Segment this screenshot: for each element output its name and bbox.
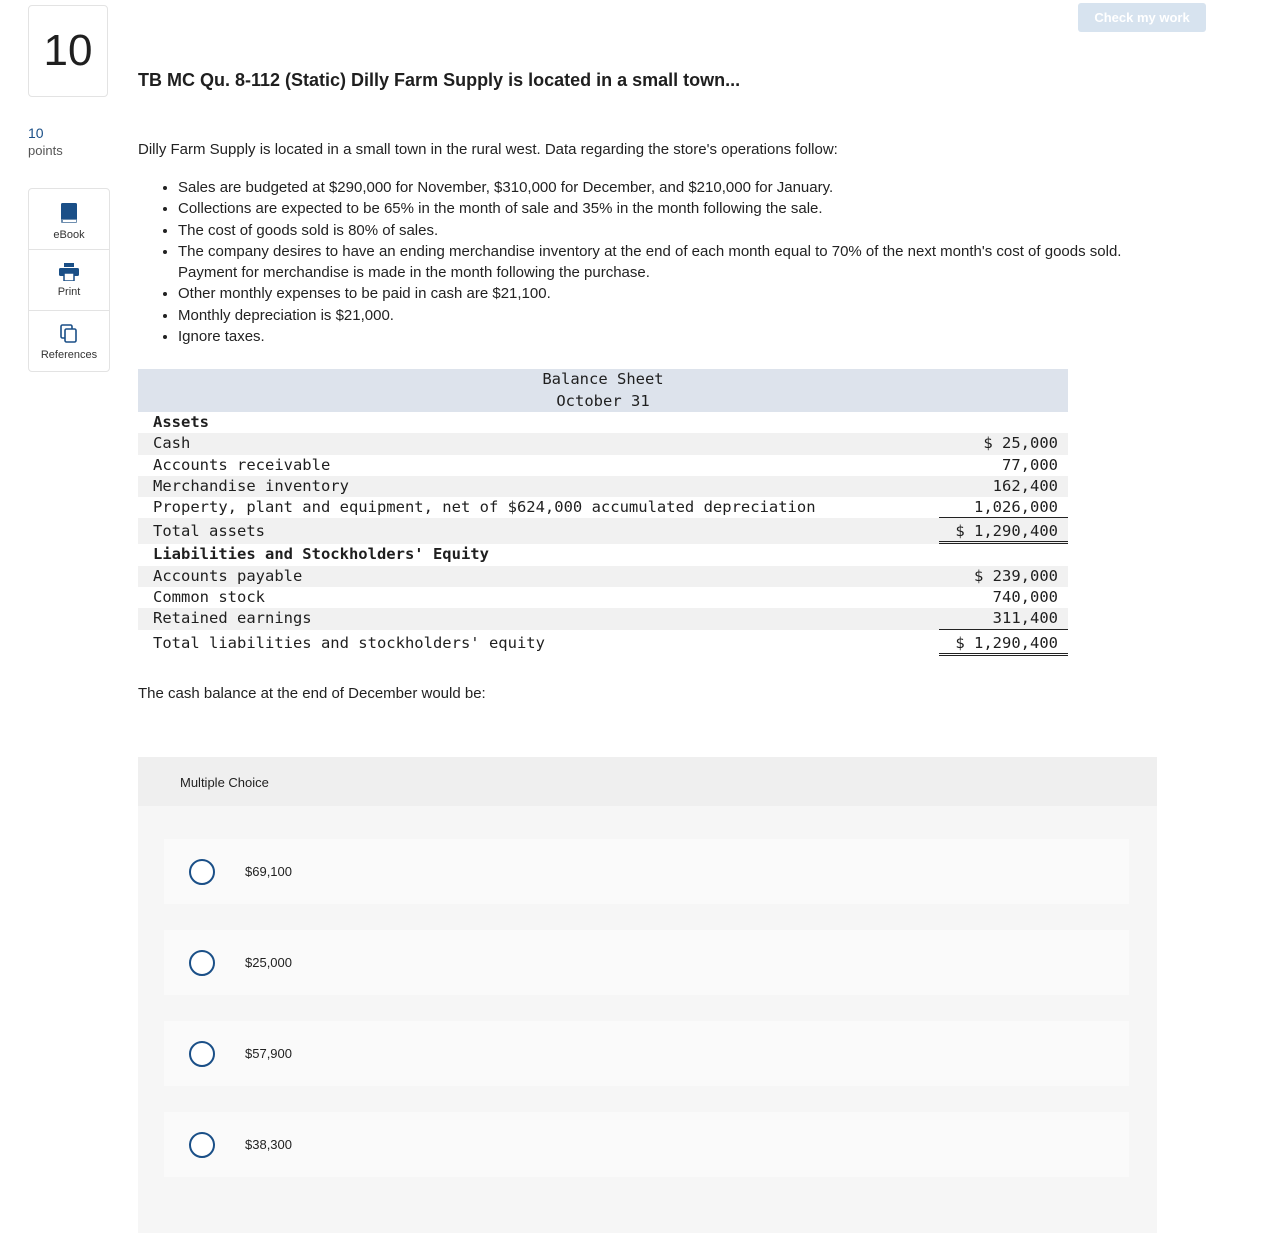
problem-data-list xyxy=(178,177,1153,347)
assets-heading: Assets xyxy=(153,413,209,431)
balance-sheet-title: Balance Sheet xyxy=(542,370,664,388)
list-item: • Other monthly expenses to be paid in cash are $21,100. xyxy=(178,283,1153,304)
resource-sidebar xyxy=(28,188,110,372)
problem-intro: Dilly Farm Supply is located in a small town in the rural west. Data regarding the store's operations follow: xyxy=(138,141,838,158)
radio-button[interactable] xyxy=(189,1132,215,1158)
total-liabilities-row: Total liabilities and stockholders' equity $ 1,290,400 xyxy=(138,630,1068,656)
table-row: Common stock 740,000 xyxy=(138,587,1068,608)
question-prompt: The cash balance at the end of December would be: xyxy=(138,685,486,702)
check-my-work-button[interactable]: Check my work xyxy=(1078,3,1206,32)
amount-cell: $ 1,290,400 xyxy=(939,518,1068,544)
list-item: • Sales are budgeted at $290,000 for November, $310,000 for December, and $210,000 for January. xyxy=(178,177,1153,198)
sidebar-item-references[interactable] xyxy=(29,311,109,372)
multiple-choice-header: Multiple Choice xyxy=(138,757,1157,806)
radio-button[interactable] xyxy=(189,950,215,976)
sidebar-item-label: eBook xyxy=(53,229,85,241)
amount-cell: 77,000 xyxy=(1002,455,1058,474)
copy-icon xyxy=(60,324,78,344)
radio-button[interactable] xyxy=(189,1041,215,1067)
table-row: Retained earnings 311,400 xyxy=(138,608,1068,629)
amount-cell: 1,026,000 xyxy=(939,497,1068,518)
list-item: • The company desires to have an ending merchandise inventory at the end of each month equal to 70% of the next month's cost of goods sold. Payment for merchandise is made in the month following the purchase. xyxy=(178,241,1153,284)
amount-cell: $ 239,000 xyxy=(974,566,1058,585)
choice-label: $38,300 xyxy=(245,1137,292,1152)
table-row: Merchandise inventory 162,400 xyxy=(138,476,1068,497)
points-display xyxy=(28,125,63,158)
balance-sheet-header xyxy=(138,369,1068,412)
radio-button[interactable] xyxy=(189,859,215,885)
points-label: points xyxy=(28,143,63,158)
sidebar-item-print[interactable] xyxy=(29,250,109,311)
sidebar-item-label: References xyxy=(40,349,98,361)
choice-label: $57,900 xyxy=(245,1046,292,1061)
printer-icon xyxy=(59,263,79,281)
amount-cell: 740,000 xyxy=(992,588,1058,607)
choice-option[interactable] xyxy=(164,1112,1129,1177)
amount-cell: 162,400 xyxy=(992,476,1058,495)
amount-cell: 311,400 xyxy=(939,608,1068,629)
amount-cell: $ 1,290,400 xyxy=(939,630,1068,656)
choice-option[interactable] xyxy=(164,1021,1129,1086)
list-item: • Ignore taxes. xyxy=(178,326,1153,347)
multiple-choice-panel xyxy=(138,757,1157,1233)
balance-sheet-date: October 31 xyxy=(556,391,650,410)
table-row: Cash $ 25,000 xyxy=(138,433,1068,454)
points-value: 10 xyxy=(28,125,44,141)
total-assets-row: Total assets $ 1,290,400 xyxy=(138,518,1068,544)
choice-label: $69,100 xyxy=(245,864,292,879)
balance-sheet-table xyxy=(138,369,1068,656)
list-item: • Collections are expected to be 65% in the month of sale and 35% in the month following the sale. xyxy=(178,198,1153,219)
book-icon xyxy=(60,202,78,224)
table-row: Property, plant and equipment, net of $624,000 accumulated depreciation 1,026,000 xyxy=(138,497,1068,518)
sidebar-item-ebook[interactable] xyxy=(29,189,109,250)
choice-option[interactable] xyxy=(164,930,1129,995)
sidebar-item-label: Print xyxy=(57,286,81,298)
choice-option[interactable] xyxy=(164,839,1129,904)
list-item: • Monthly depreciation is $21,000. xyxy=(178,305,1153,326)
liabilities-heading: Liabilities and Stockholders' Equity xyxy=(153,545,489,564)
table-row: Accounts receivable 77,000 xyxy=(138,455,1068,476)
question-number: 10 xyxy=(28,5,108,97)
question-title: TB MC Qu. 8-112 (Static) Dilly Farm Supply is located in a small town... xyxy=(138,70,741,90)
choice-label: $25,000 xyxy=(245,955,292,970)
table-row: Accounts payable $ 239,000 xyxy=(138,566,1068,587)
list-item: • The cost of goods sold is 80% of sales. xyxy=(178,220,1153,241)
amount-cell: $ 25,000 xyxy=(983,434,1058,453)
